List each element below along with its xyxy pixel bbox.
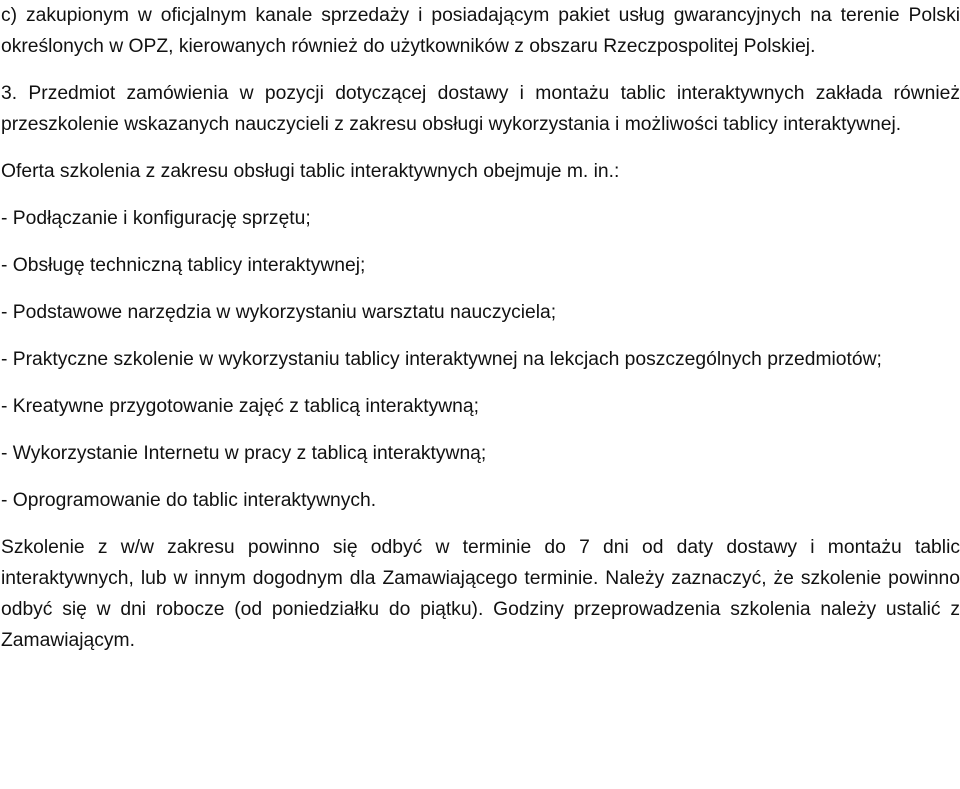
closing-paragraph: Szkolenie z w/w zakresu powinno się odbyć w terminie do 7 dni od daty dostawy i montażu tablic interaktywnych, lub w innym dogodnym dla Zamawiającego terminie. Należy zaznaczyć, że szkolenie powinno odbyć się w dni robocze (od poniedziałku do piątku). Godziny przeprowadzenia szkolenia należy ustalić z Zamawiającym. (1, 537, 960, 651)
list-item: - Kreatywne przygotowanie zajęć z tablicą interaktywną; (1, 396, 479, 417)
paragraph-c: c) zakupionym w oficjalnym kanale sprzedaży i posiadającym pakiet usług gwarancyjnych na terenie Polski określonych w OPZ, kierowanych również do użytkowników z obszaru Rzeczpospolitej Polskiej. (1, 5, 960, 57)
offer-intro: Oferta szkolenia z zakresu obsługi tablic interaktywnych obejmuje m. in.: (1, 161, 620, 182)
list-item: - Podstawowe narzędzia w wykorzystaniu warsztatu nauczyciela; (1, 302, 557, 323)
list-item: - Praktyczne szkolenie w wykorzystaniu tablicy interaktywnej na lekcjach poszczególnych przedmiotów; (1, 349, 882, 370)
list-item: - Obsługę techniczną tablicy interaktywnej; (1, 255, 366, 276)
paragraph-3: 3. Przedmiot zamówienia w pozycji dotyczącej dostawy i montażu tablic interaktywnych zakłada również przeszkolenie wskazanych nauczycieli z zakresu obsługi wykorzystania i możliwości tablicy interaktywnej. (1, 83, 960, 135)
list-item: - Wykorzystanie Internetu w pracy z tablicą interaktywną; (1, 443, 487, 464)
list-item: - Podłączanie i konfigurację sprzętu; (1, 208, 311, 229)
list-item: - Oprogramowanie do tablic interaktywnych. (1, 490, 377, 511)
